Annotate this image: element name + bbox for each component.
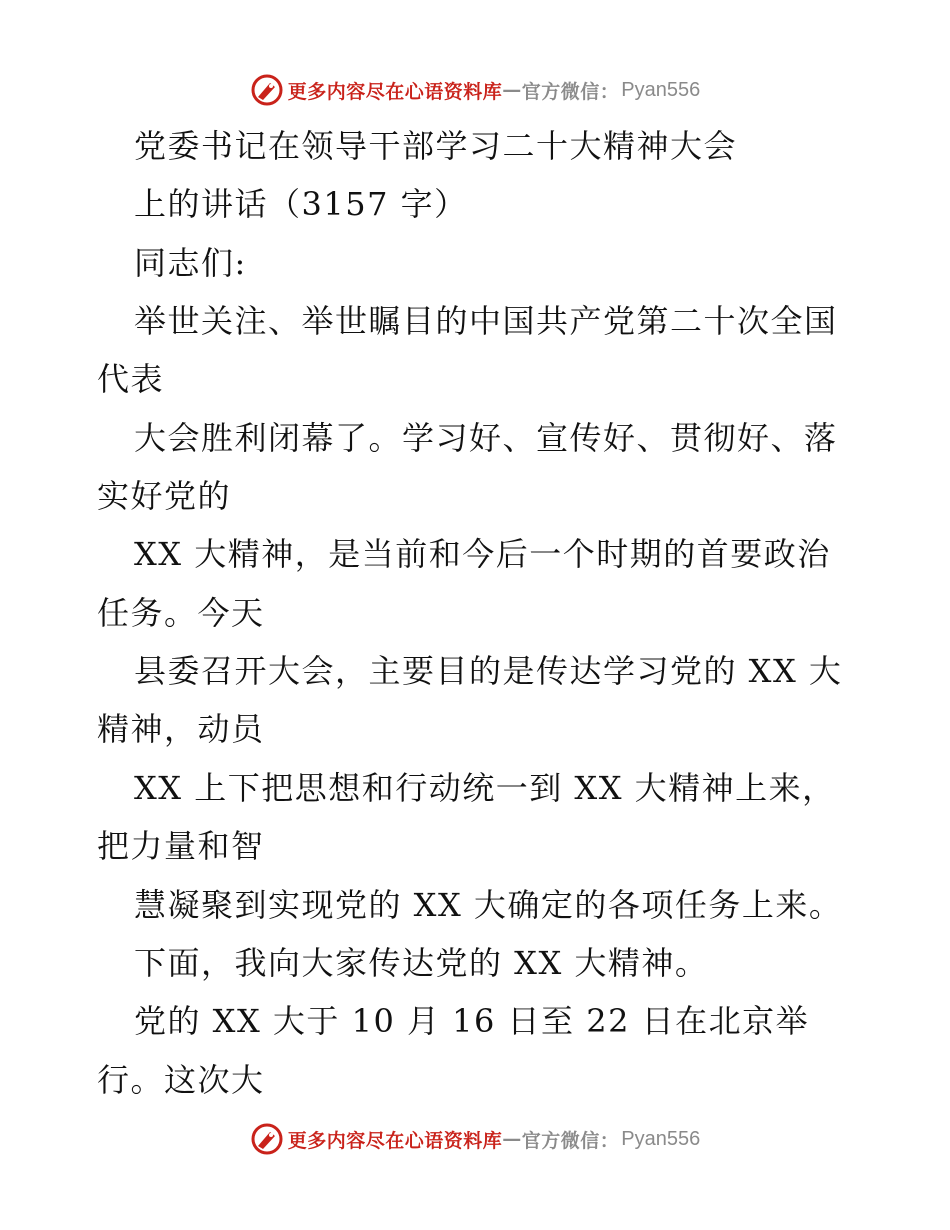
text-line: 精神，动员	[97, 710, 265, 748]
text-line: 慧凝聚到实现党的 XX 大确定的各项任务上来。	[134, 886, 843, 924]
watermark-wechat-id: Pyan556	[621, 78, 701, 101]
text-line: 把力量和智	[97, 827, 265, 865]
watermark-dash: —	[502, 79, 522, 101]
watermark-banner-bottom	[0, 1119, 950, 1159]
text-line: 举世关注、举世瞩目的中国共产党第二十次全国	[134, 302, 838, 340]
text-line: 党的 XX 大于 10 月 16 日至 22 日在北京举	[134, 1002, 810, 1040]
text-line: XX 大精神，是当前和今后一个时期的首要政治	[134, 535, 831, 573]
salutation: 同志们:	[134, 244, 247, 282]
watermark-main-text: 更多内容尽在心语资料库	[287, 80, 503, 103]
text-line: 下面，我向大家传达党的 XX 大精神。	[134, 944, 709, 982]
text-line: XX 上下把思想和行动统一到 XX 大精神上来，	[134, 769, 836, 807]
title-line-1: 党委书记在领导干部学习二十大精神大会	[134, 127, 738, 165]
watermark-sub-text: 官方微信：	[521, 80, 620, 103]
watermark-main-text: 更多内容尽在心语资料库	[287, 1129, 503, 1152]
text-line: 大会胜利闭幕了。学习好、宣传好、贯彻好、落	[134, 419, 838, 457]
text-line: 县委召开大会，主要目的是传达学习党的 XX 大	[134, 652, 843, 690]
text-line: 代表	[97, 360, 165, 398]
text-line: 任务。今天	[97, 594, 265, 632]
watermark-dash: —	[502, 1128, 522, 1150]
watermark-wechat-id: Pyan556	[621, 1127, 701, 1150]
title-line-2: 上的讲话（3157 字）	[134, 185, 468, 223]
text-line: 行。这次大	[97, 1061, 265, 1099]
pen-nib-logo-icon	[250, 1122, 284, 1156]
watermark-sub-text: 官方微信：	[521, 1129, 620, 1152]
text-line: 实好党的	[97, 477, 232, 515]
